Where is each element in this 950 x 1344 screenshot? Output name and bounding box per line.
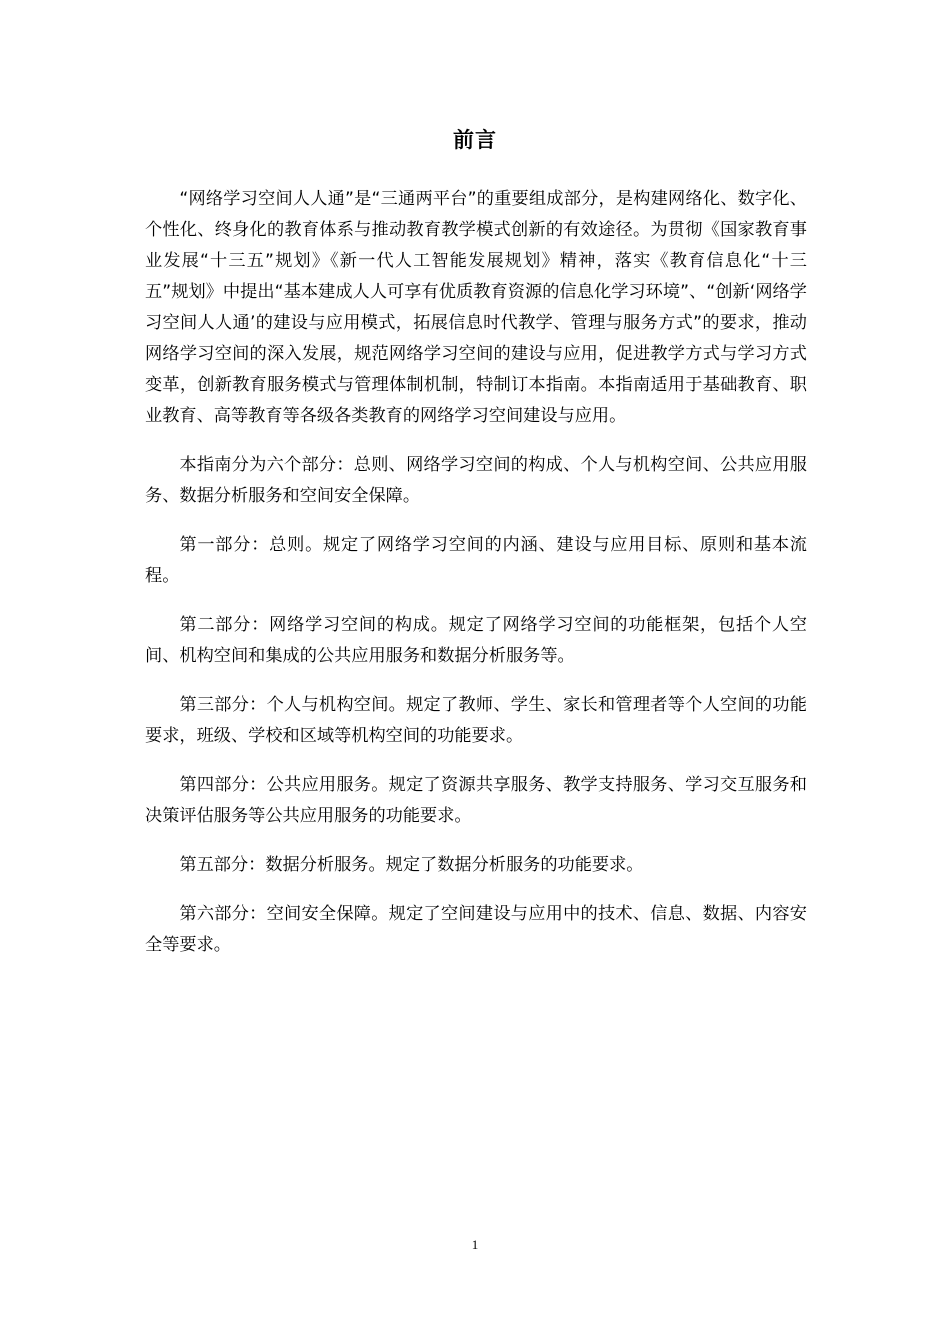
page-title: 前言 bbox=[453, 128, 497, 152]
page-number: 1 bbox=[471, 1237, 479, 1252]
paragraph-part-4: 第四部分：公共应用服务。规定了资源共享服务、教学支持服务、学习交互服务和决策评估服务等公共应用服务的功能要求。 bbox=[145, 775, 807, 826]
paragraph-overview: 本指南分为六个部分：总则、网络学习空间的构成、个人与机构空间、公共应用服务、数据分析服务和空间安全保障。 bbox=[145, 455, 807, 506]
paragraph-part-3: 第三部分：个人与机构空间。规定了教师、学生、家长和管理者等个人空间的功能要求，班级、学校和区域等机构空间的功能要求。 bbox=[145, 695, 807, 746]
paragraph-part-1: 第一部分：总则。规定了网络学习空间的内涵、建设与应用目标、原则和基本流程。 bbox=[145, 535, 807, 586]
paragraph-intro: “网络学习空间人人通”是“三通两平台”的重要组成部分，是构建网络化、数字化、个性化、终身化的教育体系与推动教育教学模式创新的有效途径。为贯彻《国家教育事业发展“十三五”规划》《新一代人工智能发展规划》精神，落实《教育信息化“十三五”规划》中提出“基本建成人人可享有优质教育资源的信息化学习环境”、“创新‘网络学习空间人人通’的建设与应用模式，拓展信息时代教学、管理与服务方式”的要求，推动网络学习空间的深入发展，规范网络学习空间的建设与应用，促进教学方式与学习方式变革，创新教育服务模式与管理体制机制，特制订本指南。本指南适用于基础教育、职业教育、高等教育等各级各类教育的网络学习空间建设与应用。 bbox=[145, 189, 807, 426]
paragraph-part-6: 第六部分：空间安全保障。规定了空间建设与应用中的技术、信息、数据、内容安全等要求。 bbox=[145, 904, 807, 955]
paragraph-part-2: 第二部分：网络学习空间的构成。规定了网络学习空间的功能框架，包括个人空间、机构空间和集成的公共应用服务和数据分析服务等。 bbox=[145, 615, 807, 666]
paragraph-part-5: 第五部分：数据分析服务。规定了数据分析服务的功能要求。 bbox=[179, 855, 644, 875]
preface-body bbox=[145, 184, 807, 979]
